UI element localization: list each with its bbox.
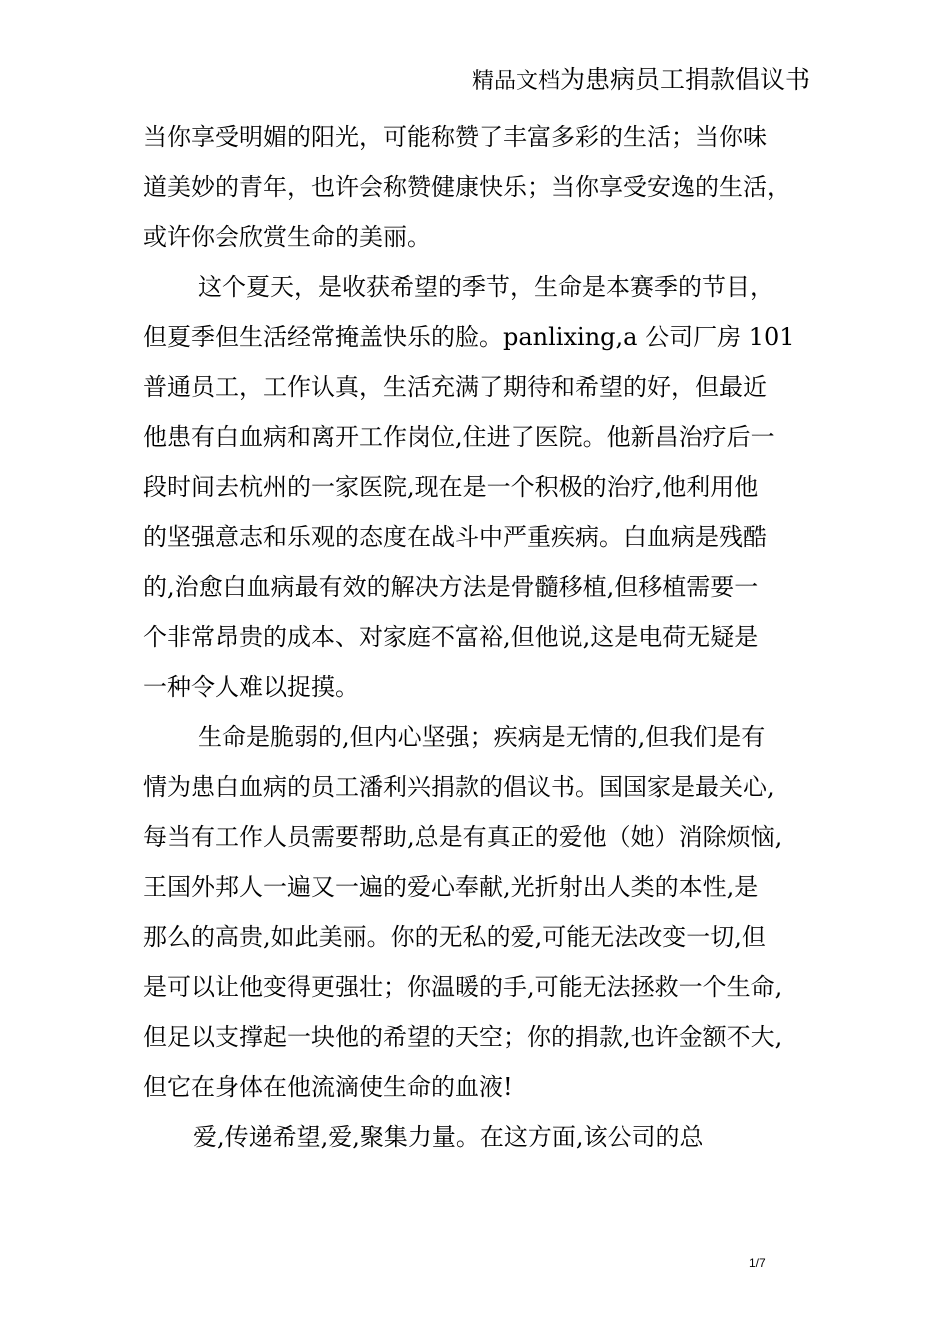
text-line: 但它在身体在他流滴使生命的血液! (143, 1073, 513, 1101)
document-header (472, 62, 810, 101)
text-line: 但夏季但生活经常掩盖快乐的脸。panlixing,a 公司厂房 101 (143, 323, 795, 351)
text-line: 的,治愈白血病最有效的解决方法是骨髓移植,但移植需要一 (143, 573, 759, 601)
text-line: 个非常昂贵的成本、对家庭不富裕,但他说,这是电荷无疑是 (143, 623, 759, 651)
text-line: 他患有白血病和离开工作岗位,住进了医院。他新昌治疗后一 (143, 423, 775, 451)
text-line: 道美妙的青年，也许会称赞健康快乐；当你享受安逸的生活， (143, 173, 791, 201)
text-line: 当你享受明媚的阳光，可能称赞了丰富多彩的生活；当你味 (143, 123, 767, 151)
paragraph-3 (143, 712, 843, 1112)
text-line: 的坚强意志和乐观的态度在战斗中严重疾病。白血病是残酷 (143, 523, 767, 551)
text-line: 生命是脆弱的,但内心坚强；疾病是无情的,但我们是有 (198, 723, 766, 751)
text-line: 或许你会欣赏生命的美丽。 (143, 223, 431, 251)
text-line: 但足以支撑起一块他的希望的天空；你的捐款,也许金额不大, (143, 1023, 783, 1051)
paragraph-4 (143, 1112, 843, 1162)
text-line: 每当有工作人员需要帮助,总是有真正的爱他（她）消除烦恼, (143, 823, 783, 851)
text-line: 那么的高贵,如此美丽。你的无私的爱,可能无法改变一切,但 (143, 923, 766, 951)
document-body (143, 112, 843, 1162)
text-line: 这个夏天，是收获希望的季节，生命是本赛季的节目， (198, 273, 774, 301)
text-line: 王国外邦人一遍又一遍的爱心奉献,光折射出人类的本性,是 (143, 873, 759, 901)
document-title: 为患病员工捐款倡议书 (559, 65, 810, 94)
text-line: 普通员工，工作认真，生活充满了期待和希望的好，但最近 (143, 373, 767, 401)
header-label: 精品文档 (471, 69, 560, 94)
paragraph-1 (143, 112, 843, 262)
text-line: 段时间去杭州的一家医院,现在是一个积极的治疗,他利用他 (143, 473, 759, 501)
text-line: 一种令人难以捉摸。 (143, 673, 359, 701)
text-line: 情为患白血病的员工潘利兴捐款的倡议书。国国家是最关心, (143, 773, 775, 801)
text-line: 爱,传递希望,爱,聚集力量。在这方面,该公司的总 (193, 1123, 704, 1151)
page-number: 1/7 (749, 1256, 766, 1270)
text-line: 是可以让他变得更强壮；你温暖的手,可能无法拯救一个生命, (143, 973, 783, 1001)
paragraph-2 (143, 262, 843, 712)
